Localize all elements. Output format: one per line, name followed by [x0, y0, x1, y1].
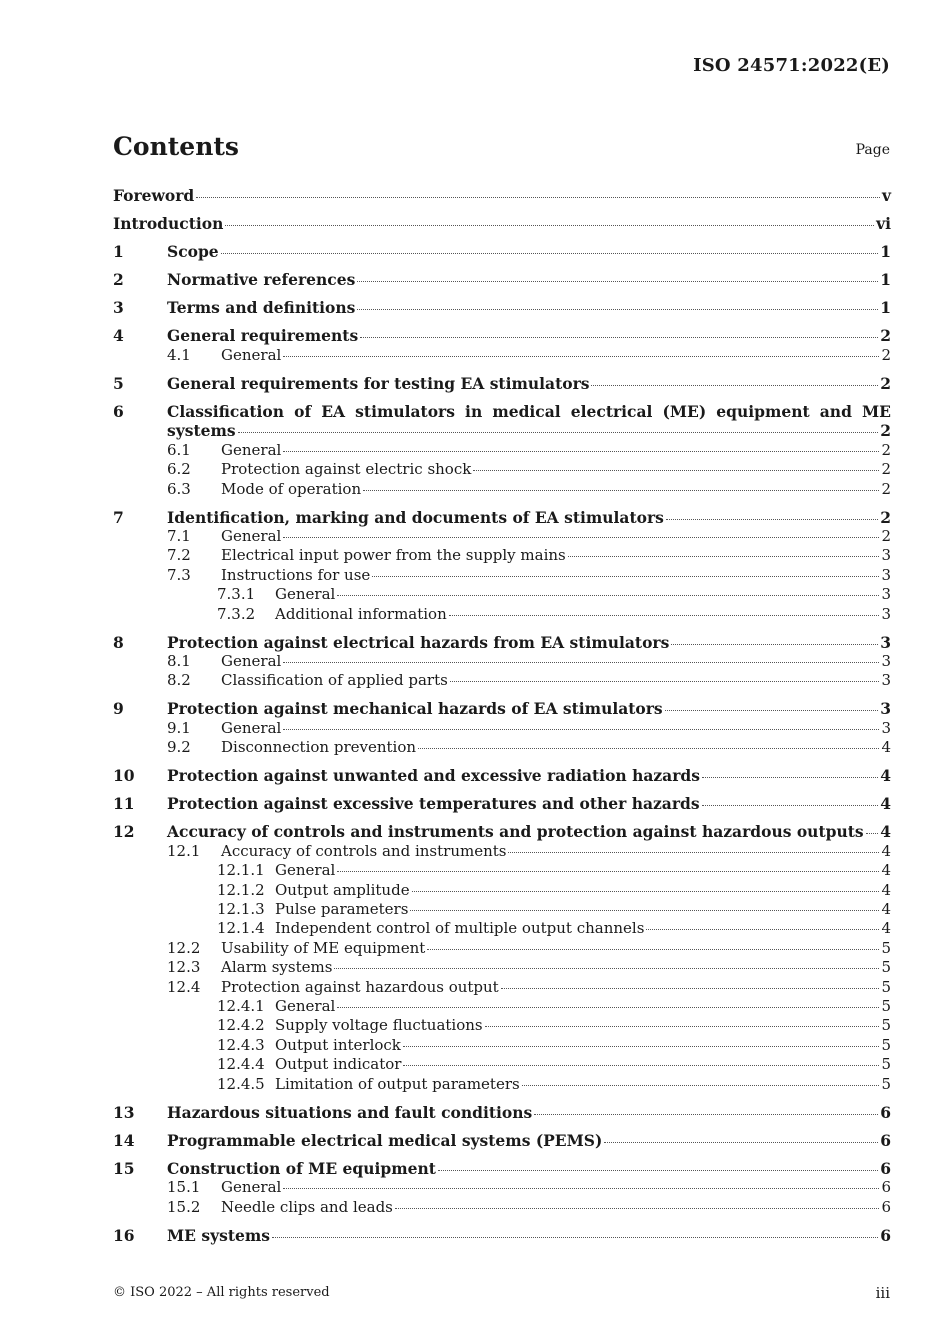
toc-entry[interactable] [113, 1198, 891, 1217]
toc-entry-page: 3 [881, 718, 891, 737]
toc-entry[interactable] [113, 270, 891, 289]
toc-entry[interactable] [113, 242, 891, 261]
toc-entry-page: 1 [880, 270, 891, 290]
toc-entry-page: 3 [880, 632, 891, 652]
toc-entry[interactable] [113, 402, 891, 421]
toc-entry-page: 2 [881, 460, 891, 479]
toc-entry-title: General [221, 718, 282, 737]
dot-leader [427, 948, 879, 950]
toc-entry[interactable] [113, 652, 891, 671]
toc-entry[interactable] [113, 699, 891, 718]
toc-entry-page: 3 [881, 585, 891, 604]
toc-entry-title: General [221, 345, 282, 364]
toc-entry-page: 6 [880, 1158, 891, 1178]
toc-entry-number: 13 [113, 1102, 135, 1122]
toc-entry-title-continuation: systems [167, 421, 236, 441]
toc-entry[interactable] [113, 605, 891, 624]
toc-entry-title: Independent control of multiple output channels [275, 919, 645, 938]
toc-entry-number: 5 [113, 373, 124, 393]
toc-entry-page: 2 [880, 373, 891, 393]
dot-leader [501, 987, 880, 989]
toc-entry-page: 6 [881, 1197, 891, 1216]
toc-entry-title: Output amplitude [275, 880, 410, 899]
toc-entry-number: 12.1 [167, 841, 201, 860]
toc-entry-page: 6 [880, 1130, 891, 1150]
dot-leader [283, 1187, 879, 1189]
table-of-contents [113, 186, 891, 1245]
dot-leader [604, 1141, 878, 1143]
toc-entry-number: 14 [113, 1130, 135, 1150]
toc-entry-title: Identification, marking and documents of EA stimulators [167, 507, 664, 527]
toc-entry-number: 16 [113, 1225, 135, 1245]
toc-entry-number: 4 [113, 326, 124, 346]
toc-entry-title: Foreword [113, 186, 195, 205]
toc-entry[interactable] [113, 566, 891, 585]
dot-leader [473, 469, 879, 471]
dot-leader [646, 928, 879, 930]
toc-entry-title: Normative references [167, 270, 356, 290]
toc-entry-number: 9 [113, 699, 124, 719]
toc-entry[interactable] [113, 881, 891, 900]
toc-entry-page: 4 [880, 822, 891, 842]
toc-entry[interactable] [113, 1178, 891, 1197]
toc-entry-page: 5 [881, 1035, 891, 1054]
toc-entry[interactable] [113, 1036, 891, 1055]
toc-entry-page: 3 [881, 546, 891, 565]
toc-entry[interactable] [113, 794, 891, 813]
toc-entry[interactable] [113, 900, 891, 919]
toc-entry-title: Scope [167, 242, 219, 262]
dot-leader [508, 851, 879, 853]
toc-entry[interactable] [113, 527, 891, 546]
toc-entry-title: Classification of EA stimulators in medical electrical (ME) equipment and ME [167, 401, 891, 421]
dot-leader [410, 909, 879, 911]
toc-entry-page: 4 [881, 738, 891, 757]
toc-entry-title: Mode of operation [221, 479, 362, 498]
toc-entry-page: 2 [881, 479, 891, 498]
toc-entry[interactable] [113, 546, 891, 565]
toc-entry-page: 6 [880, 1102, 891, 1122]
toc-entry[interactable] [113, 861, 891, 880]
dot-leader [372, 575, 879, 577]
toc-entry[interactable] [113, 298, 891, 317]
toc-entry-number: 6.1 [167, 440, 191, 459]
toc-entry[interactable] [113, 421, 891, 440]
toc-entry-page: v [881, 186, 891, 205]
toc-entry-page: 4 [880, 766, 891, 786]
dot-leader [485, 1025, 880, 1027]
dot-leader [334, 967, 879, 969]
toc-entry-title: Protection against mechanical hazards of EA stimulators [167, 699, 663, 719]
dot-leader [225, 224, 874, 226]
toc-entry[interactable] [113, 958, 891, 977]
toc-entry-title: Output interlock [275, 1035, 401, 1054]
dot-leader [418, 747, 879, 749]
toc-entry-number: 6.3 [167, 479, 191, 498]
toc-entry-number: 12.4.4 [217, 1055, 265, 1074]
toc-entry[interactable] [113, 346, 891, 365]
toc-entry-title: General [275, 585, 336, 604]
toc-entry-title: Needle clips and leads [221, 1197, 393, 1216]
toc-entry-title: Supply voltage fluctuations [275, 1016, 483, 1035]
toc-entry[interactable] [113, 997, 891, 1016]
toc-entry-number: 4.1 [167, 345, 191, 364]
toc-entry-number: 8.1 [167, 652, 191, 670]
toc-entry-number: 12.2 [167, 938, 201, 957]
dot-leader [450, 680, 880, 682]
toc-entry-title: Protection against hazardous output [221, 977, 499, 996]
dot-leader [666, 518, 878, 520]
toc-entry-number: 7.3 [167, 565, 191, 584]
toc-entry-number: 8.2 [167, 671, 191, 690]
toc-entry[interactable] [113, 326, 891, 345]
toc-entry-number: 11 [113, 794, 135, 814]
dot-leader [534, 1113, 878, 1115]
toc-entry-page: 4 [881, 880, 891, 899]
dot-leader [360, 336, 878, 338]
toc-entry-number: 12.1.1 [217, 861, 265, 880]
dot-leader [665, 709, 879, 711]
toc-entry-number: 15.2 [167, 1197, 201, 1216]
toc-entry-number: 2 [113, 270, 124, 290]
toc-entry-title: Instructions for use [221, 565, 371, 584]
toc-entry-number: 7 [113, 507, 124, 527]
toc-entry-page: 4 [880, 794, 891, 814]
toc-entry-number: 10 [113, 766, 135, 786]
toc-entry-page: 3 [881, 652, 891, 670]
toc-entry[interactable] [113, 374, 891, 393]
toc-entry-title: Programmable electrical medical systems (PEMS) [167, 1130, 603, 1150]
toc-entry-page: 3 [881, 565, 891, 584]
toc-entry-page: 3 [880, 699, 891, 719]
toc-entry[interactable] [113, 1075, 891, 1094]
toc-entry[interactable] [113, 441, 891, 460]
dot-leader [337, 1006, 879, 1008]
toc-entry-title: Classification of applied parts [221, 671, 448, 690]
dot-leader [449, 614, 880, 616]
toc-entry-number: 12.4.1 [217, 997, 265, 1015]
dot-leader [357, 308, 878, 310]
toc-entry[interactable] [113, 738, 891, 757]
toc-entry-title: General [221, 652, 282, 670]
toc-entry[interactable] [113, 671, 891, 690]
toc-entry-page: 4 [881, 900, 891, 919]
toc-entry[interactable] [113, 480, 891, 499]
dot-leader [283, 536, 879, 538]
toc-entry-page: 3 [881, 671, 891, 690]
toc-entry-number: 7.3.1 [217, 585, 256, 604]
dot-leader [403, 1064, 879, 1066]
toc-entry-title: Terms and definitions [167, 298, 356, 318]
toc-entry[interactable] [113, 214, 891, 233]
toc-entry-number: 12.1.3 [217, 900, 265, 919]
dot-leader [702, 804, 879, 806]
toc-entry-title: Introduction [113, 214, 224, 234]
toc-entry-number: 15.1 [167, 1178, 201, 1197]
toc-entry[interactable] [113, 1226, 891, 1245]
toc-entry-title: Accuracy of controls and instruments [221, 841, 507, 860]
dot-leader [438, 1169, 878, 1171]
toc-entry-number: 12.3 [167, 958, 201, 977]
toc-entry-number: 6.2 [167, 460, 191, 479]
toc-entry-title: Protection against electric shock [221, 460, 472, 479]
toc-entry-title: Hazardous situations and fault conditions [167, 1102, 533, 1122]
toc-entry-title: Output indicator [275, 1055, 402, 1074]
toc-entry-number: 7.2 [167, 546, 191, 565]
document-id: ISO 24571:2022(E) [693, 55, 890, 76]
dot-leader [238, 431, 879, 433]
toc-entry-page: 2 [880, 507, 891, 527]
dot-leader [866, 832, 879, 834]
toc-entry-page: 2 [881, 526, 891, 545]
toc-entry-title: Disconnection prevention [221, 738, 417, 757]
dot-leader [283, 661, 879, 663]
toc-entry-title: General [221, 526, 282, 545]
toc-entry[interactable] [113, 508, 891, 527]
toc-entry-title: Protection against unwanted and excessive radiation hazards [167, 766, 700, 786]
toc-entry-title: Accuracy of controls and instruments and protection against hazardous outputs [167, 822, 864, 842]
toc-entry[interactable] [113, 1103, 891, 1122]
footer-copyright: © ISO 2022 – All rights reserved [113, 1285, 330, 1300]
toc-entry-number: 6 [113, 401, 124, 421]
toc-entry-page: 2 [880, 421, 891, 441]
toc-entry[interactable] [113, 460, 891, 479]
dot-leader [196, 196, 880, 198]
dot-leader [337, 870, 879, 872]
toc-entry-number: 12 [113, 822, 135, 842]
toc-entry[interactable] [113, 766, 891, 785]
toc-entry-page: 5 [881, 1016, 891, 1035]
dot-leader [522, 1084, 880, 1086]
toc-entry-number: 9.1 [167, 718, 191, 737]
toc-entry-number: 7.1 [167, 526, 191, 545]
dot-leader [412, 890, 880, 892]
toc-entry[interactable] [113, 1016, 891, 1035]
toc-entry-page: 6 [881, 1178, 891, 1197]
toc-entry-title: Protection against excessive temperatures and other hazards [167, 794, 700, 814]
page-title: Contents [113, 132, 240, 161]
toc-entry-title: Protection against electrical hazards from EA stimulators [167, 632, 670, 652]
toc-entry-title: Alarm systems [221, 958, 333, 977]
toc-entry-page: 5 [881, 1074, 891, 1093]
toc-entry-number: 12.4.5 [217, 1074, 265, 1093]
toc-entry-title: General [275, 861, 336, 880]
toc-entry[interactable] [113, 186, 891, 205]
toc-entry[interactable] [113, 978, 891, 997]
toc-entry-number: 7.3.2 [217, 604, 256, 623]
toc-entry-title: General requirements [167, 326, 359, 346]
toc-entry-title: General [221, 1178, 282, 1197]
toc-entry[interactable] [113, 1159, 891, 1178]
toc-entry[interactable] [113, 719, 891, 738]
toc-entry-number: 8 [113, 632, 124, 652]
toc-entry-number: 12.1.2 [217, 880, 265, 899]
toc-entry-number: 12.4.3 [217, 1035, 265, 1054]
dot-leader [221, 252, 879, 254]
toc-entry-page: 2 [881, 440, 891, 459]
dot-leader [568, 555, 880, 557]
toc-entry-title: Pulse parameters [275, 900, 409, 919]
toc-entry-title: General requirements for testing EA stimulators [167, 373, 590, 393]
toc-entry-page: 4 [881, 861, 891, 880]
dot-leader [403, 1045, 880, 1047]
dot-leader [363, 489, 879, 491]
toc-entry-page: 1 [880, 298, 891, 318]
toc-entry[interactable] [113, 585, 891, 604]
toc-entry-page: 4 [881, 841, 891, 860]
dot-leader [283, 728, 879, 730]
toc-entry[interactable] [113, 1055, 891, 1074]
toc-entry-page: 2 [881, 345, 891, 364]
toc-entry[interactable] [113, 822, 891, 841]
toc-entry-number: 12.4.2 [217, 1016, 265, 1035]
toc-entry-number: 12.4 [167, 977, 201, 996]
dot-leader [591, 384, 878, 386]
toc-entry-number: 9.2 [167, 738, 191, 757]
toc-entry-page: 3 [881, 604, 891, 623]
toc-entry-page: 5 [881, 938, 891, 957]
dot-leader [283, 355, 879, 357]
toc-entry-page: 6 [880, 1225, 891, 1245]
toc-entry-number: 15 [113, 1158, 135, 1178]
dot-leader [671, 643, 878, 645]
toc-entry-page: 5 [881, 997, 891, 1015]
toc-entry-number: 3 [113, 298, 124, 318]
dot-leader [337, 594, 879, 596]
dot-leader [395, 1207, 880, 1209]
toc-entry-number: 1 [113, 242, 124, 262]
dot-leader [272, 1236, 878, 1238]
dot-leader [702, 776, 878, 778]
toc-entry-title: Limitation of output parameters [275, 1074, 520, 1093]
toc-entry-page: 5 [881, 958, 891, 977]
dot-leader [357, 280, 878, 282]
toc-entry-title: Electrical input power from the supply mains [221, 546, 566, 565]
toc-entry[interactable] [113, 842, 891, 861]
dot-leader [283, 450, 879, 452]
toc-entry[interactable] [113, 633, 891, 652]
toc-entry-title: Additional information [275, 604, 447, 623]
toc-entry-page: 4 [881, 919, 891, 938]
toc-entry-page: 1 [880, 242, 891, 262]
toc-entry[interactable] [113, 919, 891, 938]
toc-entry-page: vi [876, 214, 891, 234]
page-column-label: Page [855, 142, 890, 158]
toc-entry-page: 2 [880, 326, 891, 346]
footer-page-number: iii [875, 1284, 890, 1302]
toc-entry[interactable] [113, 1131, 891, 1150]
toc-entry-number: 12.1.4 [217, 919, 265, 938]
toc-entry-title: General [221, 440, 282, 459]
toc-entry-title: General [275, 997, 336, 1015]
toc-entry-title: ME systems [167, 1225, 270, 1245]
toc-entry-title: Usability of ME equipment [221, 938, 426, 957]
toc-entry-page: 5 [881, 977, 891, 996]
toc-entry-page: 5 [881, 1055, 891, 1074]
toc-entry-title: Construction of ME equipment [167, 1158, 436, 1178]
toc-entry[interactable] [113, 939, 891, 958]
